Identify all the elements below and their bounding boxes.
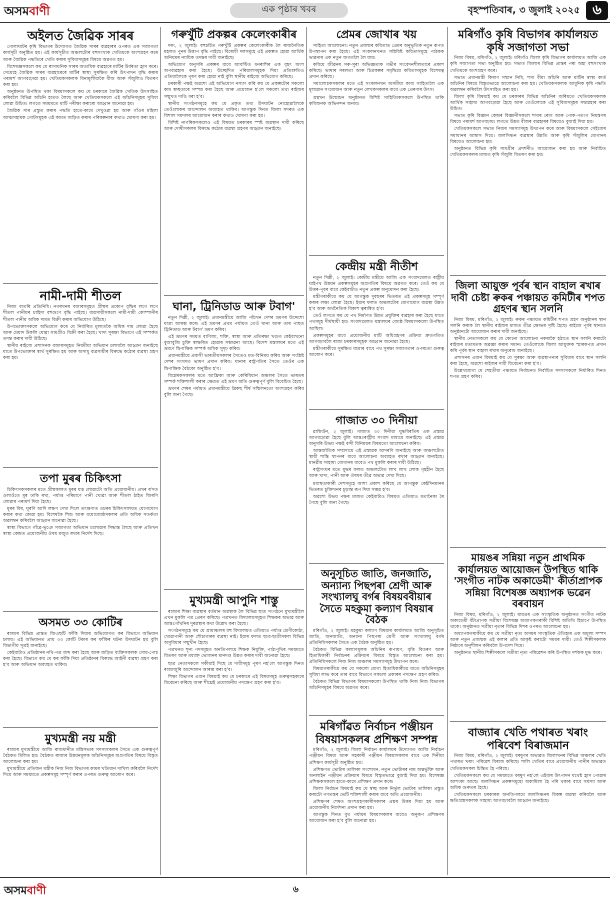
column-divider bbox=[447, 27, 448, 875]
paragraph: প্ৰকল্পসমূহৰ বাবে প্ৰয়োজনীয় মাটি অধিগ্ৰহণৰ প্ৰক্ৰিয়া দ্ৰুতগতিত আগবঢ়াবলৈ ৰাজ্য চৰকাৰসমূহক আহ্বান জনোৱা হৈছে। bbox=[309, 333, 444, 345]
paragraph: প্ৰধানমন্ত্ৰীয়ে প্ৰবাসী ভাৰতীয়সকলৰ সৈতেও মত-বিনিময় কৰিব আৰু সংশ্লিষ্ট দেশৰ সংসদত ভাষণ প্ৰদান কৰিব। ঘানাৰ ৰাষ্ট্ৰপতিৰ সৈতে তেওঁৰ এক দ্বিপাক্ষিক বৈঠকো অনুষ্ঠিত হ'ব। bbox=[164, 354, 304, 372]
article-body bbox=[3, 748, 158, 780]
article-body bbox=[309, 276, 444, 359]
article bbox=[309, 719, 444, 875]
headline: মায়ঙৰ সন্নিয়া নতুন প্ৰাথমিক কাৰ্যালয়ত আয়োজন উপস্থিত থাকি 'সংগীত নাটক অকাডেমী' কীৰ্তাপ্ৰাপক সন্নিয়া বিশেষজ্ঞ অধ্যাপক ভৱেন বৰবায়ন bbox=[453, 553, 603, 610]
article-body bbox=[450, 56, 606, 159]
paragraph: অনুষ্ঠানত বিভিন্ন কৃষি সামগ্ৰীৰ প্ৰদৰ্শনীও আয়োজন কৰা হয় আৰু নিৰ্বাচিত খেতিয়কসকলৰ মাজত কৃষি সঁজুলি বিতৰণ কৰা হয়। bbox=[450, 146, 606, 158]
article-body bbox=[450, 318, 606, 382]
column-divider bbox=[160, 27, 161, 875]
footer-logo-part-1: অসম bbox=[4, 884, 27, 897]
paragraph: খেতিয়কসকলে কয় যে সময়মতে বৰষুণ নহ'লে এইবাৰ উৎপাদন যথেষ্ট হ্ৰাস পোৱাৰ আশংকা আছে। জলসিঞ্চন প্ৰকল্পসমূহো অকামিলা হৈ পৰি থকাৰ বাবে সমস্যা আৰু অধিক গুৰুতৰ হৈছে। bbox=[450, 773, 606, 791]
paragraph: স্থানীয় সংগঠনসমূহে কয় যে প্ৰকৃত তথ্য উদঘাটন নোহোৱালৈকে তেওঁলোকৰ আন্দোলন অব্যাহত থাকিব। আগন্তুক দিনত জিলা সদৰত এক বিশাল সমদলৰ আয়োজন কৰাৰ কথাও ঘোষণা কৰা হয়। bbox=[164, 101, 304, 119]
paragraph: মৰিগাঁও, ২ জুলাই। জিলা নিৰ্বাচন কাৰ্যালয়ৰ উদ্যোগত আজি নিৰ্বাচন পঞ্জীয়ন বিষয়া আৰু সহকাৰী পঞ্জীয়ন বিষয়াসকলৰ বাবে এক দিনীয়া প্ৰশিক্ষণ কাৰ্যসূচী অনুষ্ঠিত হয়। bbox=[309, 748, 444, 766]
headline: নামী-দামী শীতল bbox=[39, 288, 122, 303]
article-body bbox=[450, 754, 606, 805]
article bbox=[164, 27, 304, 296]
paragraph: নিজা বাতৰি প্ৰতিনিধি। নগৰখনৰ বজাৰসমূহত গ্ৰীষ্মৰ প্ৰকোপ বৃদ্ধিৰ লগে লগে শীতল পানীয়ৰ চাহিদা বহুগুণে বৃদ্ধি পাইছে। ব্যৱসায়ীসকলে নামী-দামী কোম্পানীৰ শীতল পানীয় অধিক দামত বিক্ৰী কৰাৰ অভিযোগ উঠিছে। bbox=[3, 305, 158, 323]
column-divider bbox=[306, 27, 307, 875]
paragraph: ৱাশ্বিংটন, ২ জুলাই। গাজাত ৩০ দিনীয়া যুদ্ধবিৰতিৰ এক প্ৰস্তাৱ আগবঢ়োৱা হৈছে বুলি আন্তঃৰাষ্ট্ৰীয় সংবাদ মাধ্যমে জনাইছে। এই প্ৰস্তাৱ অনুসৰি উভয় পক্ষই বন্দী বিনিময়ৰ বিষয়তো আলোচনা কৰিব। bbox=[309, 429, 444, 447]
header-slogan: এক পৃষ্ঠাৰ খবৰ bbox=[230, 3, 348, 18]
page-number: ৬ bbox=[586, 1, 608, 20]
paragraph: প্ৰশাসনৰ এজন বিষয়াই কয় যে সুৰক্ষা আৰু ব্যৱস্থাপনাৰ সুবিধাৰ বাবে স্থান সলনি কৰা হৈছে, অৱশ্যে ৰাইজৰ দাবী বিবেচনা কৰা হ'ব। bbox=[450, 356, 606, 368]
article bbox=[309, 27, 444, 256]
paragraph: মধ্যস্থতাকাৰী দেশসমূহে আশা প্ৰকাশ কৰিছে যে আগন্তুক কেইদিনমানৰ ভিতৰত চুক্তিখনৰ চূড়ান্ত ৰূপ দিয়া সম্ভৱ হ'ব। bbox=[309, 481, 444, 493]
paragraph: উপভোক্তাসকলে অভিযোগ কৰে যে নিৰ্ধাৰিত মূল্যতকৈ অধিক দাম লোৱা হৈছে আৰু মেয়াদ উকলি যোৱা সামগ্ৰীও বিক্ৰী কৰা হৈছে। খাদ্য সুৰক্ষা বিভাগে এই সম্পৰ্কত তদন্ত কৰাৰ দাবী উঠিছে। bbox=[3, 324, 158, 342]
headline: কেন্দ্ৰীয় মন্ত্ৰী নীতীশ bbox=[335, 260, 418, 273]
headline: ঘানা, ট্ৰিনিডাড আৰু টবাগ' bbox=[172, 300, 296, 313]
article-body bbox=[309, 748, 444, 825]
headline: মৰিগাঁও কৃষি বিভাগৰ কাৰ্যালয়ত কৃষি সজাগতা সভা bbox=[458, 28, 598, 54]
article bbox=[450, 551, 606, 722]
masthead-logo bbox=[4, 3, 50, 23]
paragraph: উল্লেখযোগ্য যে শেহতীয়া পঞ্চায়ত নিৰ্বাচনত নিৰ্বাচিত সদস্যসকলে নিৰ্ধাৰিত দিনত শপত গ্ৰহণ কৰিব। bbox=[450, 369, 606, 381]
paragraph: স্থানীয় ৰাইজে প্ৰশাসনক বজাৰসমূহত নিয়মীয়া অভিযান চলাবলৈ আহ্বান জনাইছে যাতে উপভোক্তাৰ স্বাৰ্থ সুৰক্ষিত হয় আৰু অসাধু ব্যৱসায়ীৰ বিৰুদ্ধে কঠোৰ ব্যৱস্থা গ্ৰহণ কৰা হয়। bbox=[3, 344, 158, 362]
paragraph: বৈঠকত বিভিন্ন কল্যাণমূলক আঁচনিৰ ৰূপায়ণ, বৃত্তি বিতৰণ আৰু হিতাধিকাৰী নিৰ্বাচনৰ প্ৰক্ৰিয়াৰ বিষয়ে বিস্তৃত আলোচনা কৰা হয়। প্ৰতিনিধিসকলে নিজ নিজ অঞ্চলৰ সমস্যাসমূহ উত্থাপন কৰে। bbox=[309, 647, 444, 666]
paragraph: মন্ত্ৰীগৰাকীয়ে সুৰক্ষিত যাত্ৰাৰ বাবে পথ সুৰক্ষা সজাগতাৰ ওপৰতো গুৰুত্ব আৰোপ কৰে। bbox=[309, 346, 444, 358]
paragraph: কবিয়ে জীৱনৰ সৰু-সুৰা অভিজ্ঞতাক গভীৰ সংবেদনশীলতাৰে প্ৰকাশ কৰিছে। ভাষাৰ সৰলতা আৰু চিত্ৰকল্পৰ সমৃদ্ধিয়ে কবিতাসমূহক বিশেষত্ব প্ৰদান কৰিছে। bbox=[309, 62, 444, 81]
article-body bbox=[309, 430, 444, 507]
paragraph: স্বাস্থ্য বিভাগে গাঁৱে-ভূঞে সজাগতা অভিযান চলোৱাৰ সিদ্ধান্ত লৈছে আৰু প্ৰতিখন স্বাস্থ্য কেন্দ্ৰত প্ৰয়োজনীয় ঔষধ মজুত ৰখাৰ নিৰ্দেশ দিছে। bbox=[3, 526, 158, 538]
article bbox=[164, 593, 304, 871]
headline: মুখ্যমন্ত্ৰী আপুনি শাস্তু bbox=[189, 594, 279, 607]
paragraph: সভাত প্ৰধানমন্ত্ৰী কিষাণ সন্মান নিধি, শস্য বীমা আঁচনি আৰু মাটিৰ স্বাস্থ্য কাৰ্ড আঁচনিৰ বিষয়ে বিস্তৃতভাৱে আলোচনা কৰা হয়। খেতিয়কসকলক আধুনিক কৃষি পদ্ধতি অৱলম্বন কৰিবলৈ উৎসাহিত কৰা হয়। bbox=[450, 75, 606, 93]
paragraph: গ্ৰন্থখন উন্মোচন অনুষ্ঠানত বিশিষ্ট সাহিত্যিকসকলে উপস্থিত থাকি কবিজনক অভিনন্দন জনায়। bbox=[309, 95, 444, 107]
paragraph: আন্তৰ্জাতিক সম্প্ৰদায়ে এই প্ৰস্তাৱক আদৰণি জনাইছে আৰু অঞ্চলটোত স্থায়ী শান্তি স্থাপনৰ বাবে আলোচনা অব্যাহত ৰখাৰ আহ্বান জনাইছে। মানৱীয় সাহায্য যোগানৰ বাবেও পথ মুকলি কৰাৰ দাবী উঠিছে। bbox=[309, 448, 444, 467]
article-body bbox=[3, 305, 158, 362]
paragraph: বৈঠকত বিভিন্ন বিভাগৰ বিষয়াসকলো উপস্থিত থাকি নিজ নিজ বিভাগৰ আঁচনিসমূহৰ বিষয়ে অৱগত কৰে। bbox=[309, 680, 444, 692]
paragraph: ৰাজ্যৰ মুখ্যমন্ত্ৰীয়ে আজি ৰাজধানীত মন্ত্ৰিসভাৰ সদস্যসকলৰ সৈতে এক গুৰুত্বপূৰ্ণ বৈঠকত মিলিত হয়। বৈঠকত ৰাজ্যৰ উন্নয়নমূলক আঁচনিসমূহৰ অগ্ৰগতিৰ বিষয়ে বিস্তৃত আলোচনা কৰা হয়। bbox=[3, 747, 158, 765]
paragraph: বিশ্লেষকসকলৰ মতে আফ্ৰিকা আৰু কেৰিবিয়ান অঞ্চলৰ সৈতে ভাৰতৰ সম্পৰ্ক শক্তিশালী কৰাৰ ক্ষেত্ৰত এই ভ্ৰমণ অতি গুৰুত্বপূৰ্ণ বুলি বিবেচিত হৈছে। bbox=[164, 373, 304, 385]
article-body bbox=[164, 316, 304, 399]
paragraph: বিষয়াগৰাকীয়ে কয় যে সকলো যোগ্য হিতাধিকাৰীয়ে যাতে আঁচনিসমূহৰ সুবিধা লাভ কৰে তাৰ বাবে বিভাগে সকলো প্ৰকাৰৰ পদক্ষেপ গ্ৰহণ কৰিব। bbox=[309, 667, 444, 679]
column-2 bbox=[164, 27, 304, 875]
paragraph: মৰিগাঁও, ২ জুলাই। মহকুমা কল্যাণ বিষয়াৰ কাৰ্যালয়ত আজি অনুসূচিত জাতি, জনজাতি, অন্যান্য পিছপৰা শ্ৰেণী আৰু সংখ্যালঘু বৰ্গৰ প্ৰতিনিধিসকলৰ সৈতে এক বৈঠক অনুষ্ঠিত হয়। bbox=[309, 628, 444, 646]
paragraph: মূৰৰ বিষ, ঘূৰণি আদি লক্ষণ দেখা দিলে তৎক্ষণাত ওচৰৰ চিকিৎসালয়ত যোগাযোগ কৰাৰ কথা কোৱা হয়। বিশেষকৈ শিশু আৰু বয়োজ্যেষ্ঠসকলৰ প্ৰতি অধিক সতৰ্কতা অৱলম্বন কৰিবলৈ আহ্বান জনোৱা হৈছে। bbox=[3, 506, 158, 525]
paragraph: ভ্ৰমণৰ শেষৰ পৰ্যায়ত প্ৰধানমন্ত্ৰীয়ে ব্ৰিকছ শীৰ্ষ সন্মিলনতো অংশগ্ৰহণ কৰিব বুলি জনা গৈছে। bbox=[164, 386, 304, 398]
page-footer bbox=[0, 877, 610, 900]
paragraph: শিক্ষা বিভাগৰ এজন বিষয়াই কয় যে চৰকাৰে এই বিষয়সমূহ গুৰুত্বসহকাৰে বিবেচনা কৰিছে আৰু শীঘ্ৰেই প্ৰয়োজনীয় পদক্ষেপ গ্ৰহণ কৰা হ'ব। bbox=[164, 674, 304, 686]
article bbox=[450, 279, 606, 548]
paragraph: নিজা বিষয়, মৰিগাঁও, ২ জুলাই। মৰিগাঁও জিলা কৃষি বিভাগৰ কাৰ্যালয়ত আজি এক কৃষি সজাগতা সভা অনুষ্ঠিত হয়। সভাত জিলাৰ বিভিন্ন প্ৰান্তৰ পৰা অহা বহুসংখ্যক খেতিয়কে অংশগ্ৰহণ কৰে। bbox=[450, 56, 606, 74]
paragraph: নতুন দিল্লী, ২ জুলাই। প্ৰধানমন্ত্ৰীয়ে আজি পাঁচখন দেশৰ ভ্ৰমণৰ উদ্দেশ্যে যাত্ৰা আৰম্ভ কৰে। এই ভ্ৰমণৰ প্ৰথম পৰ্যায়ত তেওঁ ঘানা আৰু তাৰ পাছত ট্ৰিনিডাড আৰু টবাগ' ভ্ৰমণ কৰিব। bbox=[164, 315, 304, 333]
headline: গাজাত ৩০ দিনীয়া bbox=[335, 414, 418, 427]
headline: গৰুখুঁটি প্ৰকল্পৰ কেলেংকাৰীৰ bbox=[171, 28, 297, 41]
paragraph: বিশেষজ্ঞসকলে কয় যে ৰাসায়নিক সাৰৰ অত্যধিক ব্যৱহাৰে মাটিৰ উৰ্বৰতা হ্ৰাস কৰে। সেয়েহে জৈৱিক সাৰৰ ব্যৱহাৰেৰে মাটিৰ স্বাস্থ্য সুৰক্ষিত কৰি উৎপাদন বৃদ্ধি কৰাৰ পৰামৰ্শ আগবঢ়োৱা হয়। খেতিয়কসকলক বিনামূলীয়াকৈ বীজ আৰু সঁজুলিও বিতৰণ কৰা হয়। bbox=[3, 64, 158, 89]
paragraph: খেতিয়কসকলে সভাত নিজৰ সমস্যাসমূহ উত্থাপন কৰে আৰু বিষয়াসকলে সেইবোৰ সমাধানৰ আশ্বাস দিয়ে। জলসিঞ্চন ব্যৱস্থাৰ উন্নতি আৰু কৃষি সঁজুলিৰ যোগানৰ বিষয়েও আলোচনা হয়। bbox=[450, 127, 606, 145]
paragraph: মন্ত্ৰীগৰাকীয়ে কয় যে আগন্তুক দুবছৰৰ ভিতৰত এই প্ৰকল্পসমূহ সম্পূৰ্ণ কৰাৰ লক্ষ্য লোৱা হৈছে। ইয়াৰ ফলত অঞ্চলটোৰ যোগাযোগ ব্যৱস্থা উন্নত হ'ব আৰু অৰ্থনৈতিক বিকাশ ত্বৰান্বিত হ'ব। bbox=[309, 294, 444, 313]
paragraph: খেতিয়কসকলে চৰকাৰক অনতিপলমে জলসিঞ্চনৰ বিকল্প ব্যৱস্থা কৰিবলৈ আৰু ক্ষতিগ্ৰস্তসকলক সাহায্য আগবঢ়াবলৈ আহ্বান জনাইছে। bbox=[450, 792, 606, 805]
paragraph: অধ্যাপকগৰাকীয়ে কয় যে সত্ৰীয়া নৃত্য অসমৰ সাংস্কৃতিক ঐতিহ্যৰ এক অমূল্য সম্পদ আৰু নতুন প্ৰজন্মক এই কলাৰ প্ৰতি আকৃষ্ট কৰাটো সময়ৰ দাবী। তেওঁ শিল্পীসকলক নিষ্ঠাৰে অনুশীলন কৰিবলৈ উপদেশ দিয়ে। bbox=[450, 631, 606, 650]
paragraph: এই ভ্ৰমণৰ সময়ত বাণিজ্য, শক্তি, স্বাস্থ্য আৰু প্ৰতিৰক্ষা খণ্ডত কেইবাখনো বুজাবুজি চুক্তি স্বাক্ষৰিত হোৱাৰ সম্ভাৱনা আছে। বিদেশ মন্ত্ৰালয়ৰ মতে এই ভ্ৰমণে দ্বিপাক্ষিক সম্পৰ্ক অধিক সুদৃঢ় কৰিব। bbox=[164, 334, 304, 353]
headline: জিলা আয়ুক্ত পূৰ্বৰ স্থান বাহাল ৰখাৰ দাবী চেষ্টা ৰুকৰ পঞ্চায়ত কমিটীৰ শপত গ্ৰহণৰ স্থান সলনি bbox=[451, 281, 605, 315]
paragraph: প্ৰশিক্ষণৰ শেষত অংশগ্ৰহণকাৰীসকলৰ প্ৰশ্নৰ উত্তৰ দিয়া হয় আৰু প্ৰয়োজনীয় নিৰ্দেশনা প্ৰদান কৰা হয়। bbox=[309, 800, 444, 812]
paragraph: ৰাজ্যৰ শিক্ষা ব্যৱস্থাৰ বৰ্তমান অৱস্থাক লৈ বিভিন্ন ছাত্ৰ সংগঠনে মুখ্যমন্ত্ৰীলৈ এখন মুকলি পত্ৰ প্ৰেৰণ কৰিছে। পত্ৰখনত বিদ্যালয়সমূহত শিক্ষকৰ অভাৱ আৰু আন্তঃগাঁথনিৰ দুৰৱস্থাৰ কথা উল্লেখ কৰা হৈছে। bbox=[164, 609, 304, 627]
article bbox=[3, 731, 158, 871]
paragraph: পত্ৰখনত শূন্য পদসমূহত অনতিপলমে শিক্ষক নিযুক্তি, পাঠ্যপুথিৰ সময়মতে বিতৰণ আৰু মধ্যাহ্ন ভোজনৰ মানদণ্ড উন্নত কৰাৰ দাবী জনোৱা হৈছে। bbox=[164, 648, 304, 660]
column-1 bbox=[3, 27, 158, 875]
paragraph: সংগঠনসমূহে কয় যে গ্ৰামাঞ্চলৰ বহু বিদ্যালয়ত এতিয়াও পৰ্যাপ্ত শ্ৰেণীকোঠা, খোৱাপানী আৰু শৌচাগাৰৰ ব্যৱস্থা নাই। ইয়াৰ ফলত ছাত্ৰ-ছাত্ৰীসকল বিভিন্ন অসুবিধাৰ সন্মুখীন হৈছে। bbox=[164, 628, 304, 647]
footer-page-number: ৬ bbox=[292, 885, 299, 895]
paragraph: বিশিষ্ট নাগৰিকসকলেও এই বিষয়ত চৰকাৰৰ স্পষ্ট অৱস্থান দাবী কৰিছে আৰু দোষীসকলৰ বিৰুদ্ধে কঠোৰ ব্যৱস্থা গ্ৰহণৰ আহ্বান জনাইছে। bbox=[164, 120, 304, 133]
headline: তপা মুৰৰ চিকিৎসা bbox=[39, 472, 122, 485]
paragraph: নিজা বিষয়, মৰিগাঁও, ২ জুলাই। বৰষুণৰ অভাৱত জিলাখনৰ বিভিন্ন অঞ্চলৰ খেতি পথাৰত খৰাং পৰিৱেশ বিৰাজ কৰিছে। শালি খেতিৰ বাবে প্ৰয়োজনীয় পানীৰ অভাৱত খেতিয়কসকল চিন্তিত হৈ পৰিছে। bbox=[450, 754, 606, 772]
paragraph: ছাত্ৰ নেতাসকলে সকীয়াই দিছে যে দাবীসমূহ পূৰণ নহ'লে আগন্তুক দিনত ৰাজ্যজুৰি আন্দোলন আৰম্ভ কৰা হ'ব। bbox=[164, 661, 304, 673]
paragraph: অৱশ্যে উভয় পক্ষৰ মাজত কেইবাটাও বিষয়ত এতিয়াও মতানৈক্য ৰৈ গৈছে বুলি জনা গৈছে। bbox=[309, 494, 444, 506]
article-body bbox=[309, 44, 444, 108]
paragraph: প্ৰশিক্ষণত ভোটাৰ তালিকা সংশোধন, নতুন ভোটাৰৰ নাম অন্তৰ্ভুক্তি আৰু অনলাইন পঞ্জীয়ন প্ৰক্ৰিয়াৰ বিষয়ে বিস্তৃতভাৱে বুজাই দিয়া হয়। বিশেষজ্ঞ প্ৰশিক্ষকসকলে হাতে-কামে প্ৰশিক্ষণ প্ৰদান কৰে। bbox=[309, 767, 444, 785]
paragraph: জৈৱিক সাৰ প্ৰস্তুত কৰাৰ পদ্ধতি হাতে-কামে দেখুওৱা হয় আৰু গাঁওৰ মহিলা আত্মসহায়ক গোটসমূহক এই কামত জড়িত কৰাৰ পৰিকল্পনাৰ কথাও ঘোষণা কৰা হয়। bbox=[3, 109, 158, 121]
headline: মুখ্যমন্ত্ৰী নয় মন্ত্ৰী bbox=[44, 732, 116, 745]
paragraph: অভিযোগ অনুসৰি প্ৰকল্পৰ বাবে আবণ্টিত ধনৰাশিৰ এক বৃহৎ অংশ অপব্যৱহাৰ কৰা হৈছে। উচ্ছেদিত পৰিয়ালসমূহক দিয়া প্ৰতিশ্ৰুতিও এতিয়ালৈকে পূৰণ কৰা হোৱা নাই বুলি স্থানীয় ৰাইজে অভিযোগ কৰিছে। bbox=[164, 62, 304, 81]
paragraph: দৰং, ২ জুলাই। বহুচৰ্চিত গৰুখুঁটি প্ৰকল্পৰ কেলেংকাৰীক লৈ ৰাজনৈতিক মহলত পুনৰ উত্তাপ বৃদ্ধি পাইছে। বিৰোধী দলসমূহে এই প্ৰকল্পত হোৱা আৰ্থিক অনিয়মৰ ন্যায়িক তদন্তৰ দাবী জনাইছে। bbox=[164, 43, 304, 61]
paragraph: চৰকাৰী পক্ষই অৱশ্যে এই অভিযোগ নস্যাৎ কৰি কয় যে প্ৰকল্পটোৰ সকলো কাম স্বচ্ছতাৰে সম্পন্ন কৰা হৈছে আৰু প্ৰয়োজন হ'লে সকলো তথ্য ৰাইজৰ সন্মুখত দাঙি ধৰা হ'ব। bbox=[164, 82, 304, 100]
article bbox=[3, 287, 158, 468]
headline: প্ৰেমৰ জোখাৰ খয় bbox=[336, 28, 417, 41]
logo-part-1: অসম bbox=[4, 4, 29, 18]
paragraph: অনুষ্ঠানত উপস্থিত থকা বিষয়াসকলে কয় যে চৰকাৰে জৈৱিক খেতিক উৎসাহিত কৰিবলৈ বিভিন্ন আঁচনি হাতত লৈছে আৰু খেতিয়কসকলে এই আঁচনিসমূহৰ সুবিধা লোৱা উচিত। লগতে সময়মতে মাটি পৰীক্ষা কৰাৰো আহ্বান জনোৱা হয়। bbox=[3, 90, 158, 108]
headline: অসমত ৩৩ কোটিৰ bbox=[38, 616, 123, 629]
paragraph: স্থানীয় নেতাসকলে কয় যে কোনো আলোচনা নকৰাকৈ হঠাতে স্থান সলনি কৰাটো ৰাইজৰ মতামতক অৱজ্ঞা কৰাৰ সমান। তেওঁলোকে জিলা আয়ুক্তক স্মাৰকপত্ৰ প্ৰদান কৰি পূৰ্বৰ স্থান বাহাল ৰখাৰ অনুৰোধ জনাইছে। bbox=[450, 336, 606, 355]
column-4 bbox=[450, 27, 606, 875]
article-body bbox=[309, 629, 444, 693]
paragraph: তেওঁ লগতে কয় যে পথ নিৰ্মাণত উন্নত প্ৰযুক্তিৰ ব্যৱহাৰ কৰা হৈছে যাতে পথসমূহ দীৰ্ঘস্থায়ী হয়। সংবাদমেলত মন্ত্ৰালয়ৰ জ্যেষ্ঠ বিষয়াসকলো উপস্থিত আছিল। bbox=[309, 314, 444, 332]
article-body bbox=[3, 488, 158, 539]
paragraph: সমালোচকসকলৰ মতে এই সংকলনখন অসমীয়া কাব্য সাহিত্যলৈ এক মূল্যৱান সংযোজন আৰু নতুন লেখকসকলৰ বাবে এক প্ৰেৰণাৰ উৎস। bbox=[309, 82, 444, 94]
headline: অইলত জৈৱিক সাৰৰ bbox=[27, 28, 134, 43]
article bbox=[3, 471, 158, 612]
headline: অনুসূচিত জাতি, জনজাতি, অন্যান্য পিছপৰা শ্ৰেণী আৰু সংখ্যালঘু বৰ্গৰ বিষয়ববীয়াৰ সৈতে মহকুমা কল্যাণ বিষয়াৰ বৈঠক bbox=[319, 569, 434, 626]
article bbox=[3, 27, 158, 284]
article-body bbox=[3, 45, 158, 121]
article bbox=[309, 259, 444, 410]
article bbox=[3, 615, 158, 728]
article bbox=[309, 567, 444, 716]
article-body bbox=[164, 610, 304, 687]
paragraph: গোলাঘাটৰ কৃষি বিভাগৰ উদ্যোগত জৈৱিক সাৰৰ ব্যৱহাৰৰ ওপৰত এক সজাগতা কাৰ্যসূচী অনুষ্ঠিত হয়। এই কাৰ্যসূচীত অঞ্চলটোৰ বহুসংখ্যক খেতিয়কে অংশগ্ৰহণ কৰে আৰু জৈৱিক পদ্ধতিৰে খেতি কৰাৰ সুবিধাসমূহৰ বিষয়ে অৱগত হয়। bbox=[3, 45, 158, 63]
article bbox=[450, 27, 606, 276]
paragraph: অনুষ্ঠানত স্থানীয় শিল্পীসকলে সত্ৰীয়া নৃত্য পৰিৱেশন কৰি উপস্থিত দৰ্শকক মুগ্ধ কৰে। bbox=[454, 651, 602, 657]
paragraph: ৰাষ্ট্ৰসংঘৰ মতে যুদ্ধৰ ফলত অঞ্চলটোত লাখ লাখ লোক গৃহহীন হৈছে আৰু খাদ্য, পানী আৰু ঔষধৰ তীব্ৰ অভাৱ দেখা দিছে। bbox=[309, 468, 444, 480]
paragraph: ৰাজ্যৰ বিভিন্ন প্ৰান্তত জিএছটি ফাঁকি দিয়াৰ অভিযোগত কৰ বিভাগে অভিযান চলায়। এই অভিযানত প্ৰায় ৩৩ কোটি টকাৰ কৰ ফাঁকিৰ ঘটনা উদঘাটন হয় বুলি বিভাগীয় সূত্ৰই জনাইছে। bbox=[3, 631, 158, 649]
paragraph: নিজা বিষয়, মৰিগাঁও, ২ জুলাই। মায়ঙৰ এক সাংস্কৃতিক অনুষ্ঠানত সংগীত নাটক অকাডেমী বঁটাপ্ৰাপক সত্ৰীয়া বিশেষজ্ঞ অধ্যাপকগৰাকী বিশিষ্ট অতিথি হিচাপে উপস্থিত থাকে। অনুষ্ঠানত সত্ৰীয়া নৃত্যৰ বিভিন্ন দিশৰ ওপৰত আলোচনা হয়। bbox=[450, 612, 606, 630]
paragraph: চিকিৎসকসকলৰ মতে গ্ৰীষ্মকালত মূৰৰ যত্ন লোৱাটো অতি প্ৰয়োজনীয়। প্ৰখৰ ৰ'দত ওলাওঁতে মূৰ ঢাকি ৰখা, পৰ্যাপ্ত পৰিমাণে পানী খোৱা আৰু শীতল ঠাইত জিৰণি লোৱাৰ পৰামৰ্শ দিয়া হৈছে। bbox=[3, 487, 158, 505]
headline: বাজ্যাৰ খেতি পথাৰত খৰাং পৰিবেশ বিৰাজমান bbox=[468, 726, 588, 752]
logo-part-2: বাণী bbox=[28, 4, 50, 18]
article-body bbox=[164, 44, 304, 134]
paragraph: জিলা নিৰ্বাচন বিষয়াই কয় যে স্বচ্ছ আৰু নিৰ্ভুল ভোটাৰ তালিকা প্ৰস্তুত কৰাটো গণতন্ত্ৰৰ ভেটি শক্তিশালী কৰাৰ বাবে অতি প্ৰয়োজনীয়। bbox=[309, 786, 444, 799]
paragraph: মুখ্যমন্ত্ৰীয়ে প্ৰতিজন মন্ত্ৰীক নিজ নিজ বিভাগৰ কামৰ খতিয়ান দাখিল কৰিবলৈ নিৰ্দেশ দিয়ে আৰু সময়মতে প্ৰকল্পসমূহ সম্পূৰ্ণ কৰাৰ ওপৰত গুৰুত্ব আৰোপ কৰে। bbox=[3, 766, 158, 779]
footer-logo-part-2: বাণী bbox=[26, 884, 47, 897]
page-header bbox=[0, 0, 610, 23]
paragraph: জিলা কৃষি বিষয়াই কয় যে চৰকাৰৰ বিভিন্ন আঁচনিৰ জৰিয়তে খেতিয়কসকলক আৰ্থিক সাহায্য আগবঢ়োৱা হৈছে আৰু তেওঁলোকে এই সুবিধাসমূহৰ সদ্ব্যৱহাৰ কৰা উচিত। bbox=[450, 94, 606, 113]
paragraph: নতুন দিল্লী, ২ জুলাই। কেন্দ্ৰীয় মন্ত্ৰীয়ে আজি এক সংবাদমেলত ৰাষ্ট্ৰীয় ঘাইপথ উন্নয়ন প্ৰকল্পসমূহৰ অগ্ৰগতিৰ বিষয়ে অৱগত কৰে। তেওঁ কয় যে উত্তৰ-পূবৰ বাবে কেইবাটাও নতুন প্ৰকল্প অনুমোদন কৰা হৈছে। bbox=[309, 275, 444, 293]
issue-date: বৃহস্পতিবাৰ, ৩ জুলাই ২০২৫ bbox=[467, 5, 580, 16]
article bbox=[164, 299, 304, 590]
paragraph: সভাত কৃষি বিজ্ঞান কেন্দ্ৰৰ বিজ্ঞানীসকলে শস্যৰ ৰোগ আৰু পোক-পতংগ নিয়ন্ত্ৰণৰ বিষয়ে পৰামৰ্শ আগবঢ়ায়। লগতে উন্নত বীজৰ ব্যৱহাৰৰ বিষয়েও বুজাই দিয়া হয়। bbox=[450, 114, 606, 126]
paragraph: কেইবাটাও প্ৰতিষ্ঠানৰ নথি-পত্ৰ জব্দ কৰা হৈছে আৰু জড়িত ব্যক্তিসকলক সোধ-পোচ কৰা হৈছে। বিভাগে কয় যে কৰ ফাঁকি দিয়া প্ৰতিষ্ঠানৰ বিৰুদ্ধে আইনী ব্যৱস্থা গ্ৰহণ কৰা হ'ব আৰু অভিযান অব্যাহত থাকিব। bbox=[3, 650, 158, 669]
article bbox=[450, 725, 606, 873]
headline: মৰিগাঁৱত নিৰ্বাচন পঞ্জীয়ন বিষয়াসকলৰ প্ৰশিক্ষণ সম্পন্ন bbox=[315, 720, 438, 746]
paragraph: নিজা বিষয়, মৰিগাঁও, ২ জুলাই। ৰুকৰ পঞ্চায়ত কমিটীৰ শপত গ্ৰহণ অনুষ্ঠানৰ স্থান সলনি কৰাক লৈ স্থানীয় ৰাইজৰ মাজত তীব্ৰ ক্ষোভৰ সৃষ্টি হৈছে। ৰাইজে পূৰ্বৰ স্থানতে অনুষ্ঠানটো আয়োজন কৰাৰ দাবী জনাইছে। bbox=[450, 317, 606, 335]
article-body bbox=[3, 632, 158, 670]
paragraph: সাহিত্য আলোচনা। নতুন প্ৰজন্মৰ কবিতাত প্ৰেমৰ অনুভূতিক নতুন ৰূপত উপস্থাপন কৰা হৈছে। এই সংকলনখনত সন্নিবিষ্ট কবিতাসমূহে পাঠকক ভাৱনাৰ এক নতুন জগতলৈ লৈ যায়। bbox=[309, 43, 444, 61]
footer-logo bbox=[4, 882, 46, 901]
column-3 bbox=[309, 27, 444, 875]
paragraph: আগন্তুক দিনত বুথ পৰ্যায়ৰ বিষয়াসকলৰ বাবেও অনুৰূপ প্ৰশিক্ষণৰ আয়োজন কৰা হ'ব বুলি জনোৱা হয়। bbox=[309, 813, 444, 825]
article-body bbox=[450, 613, 606, 658]
article bbox=[309, 413, 444, 564]
